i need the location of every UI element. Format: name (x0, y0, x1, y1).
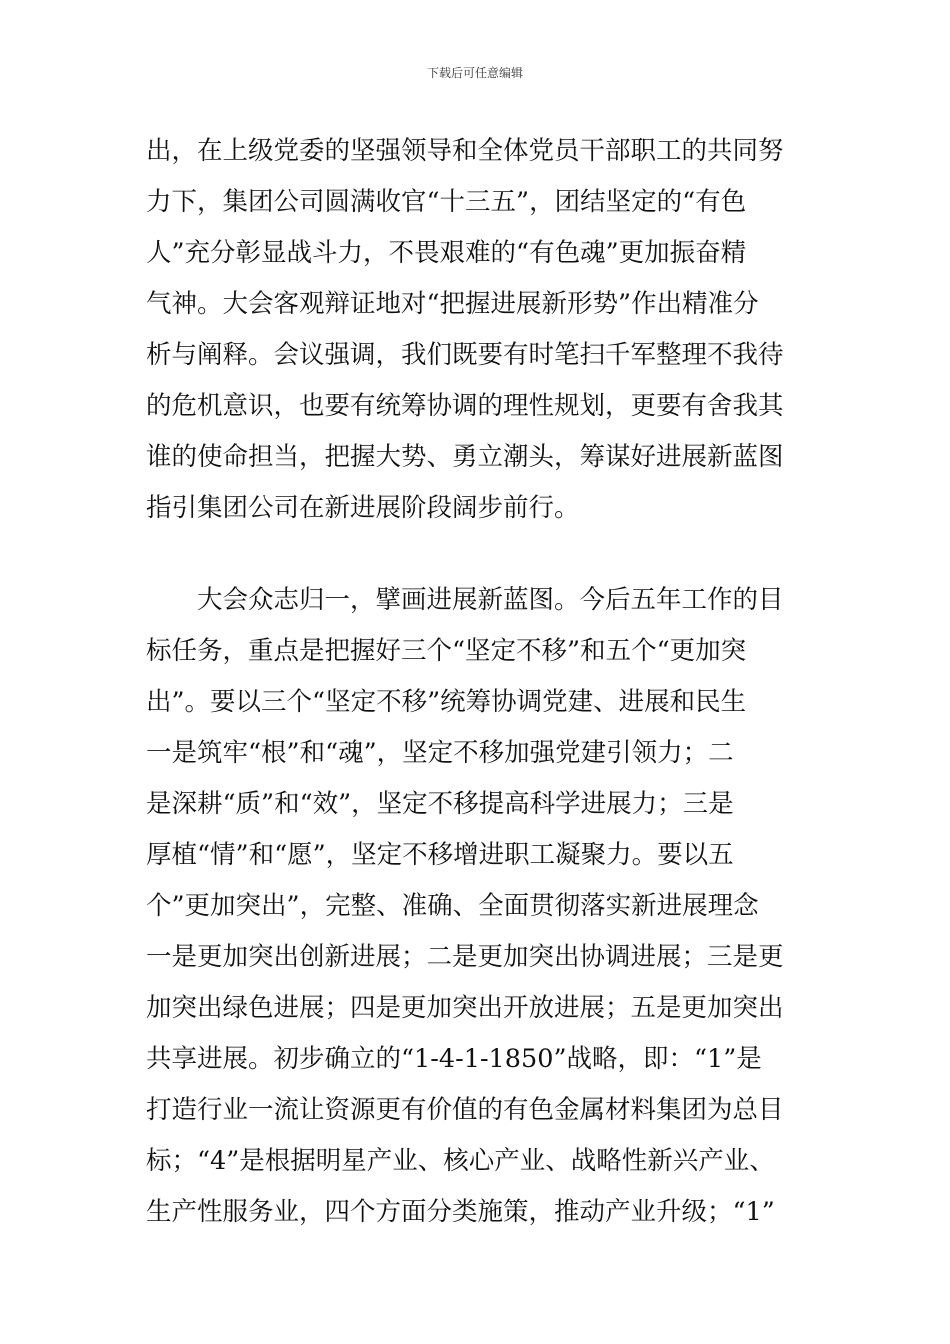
paragraph-line: 生产性服务业，四个方面分类施策，推动产业升级；“1” (146, 1197, 775, 1227)
paragraph-line: 谁的使命担当，把握大势、勇立潮头，筹谋好进展新蓝图 (146, 442, 784, 472)
paragraph-line: 打造行业一流让资源更有价值的有色金属材料集团为总目 (146, 1095, 784, 1125)
paragraph-2 (146, 575, 806, 1238)
paragraph-line: 指引集团公司在新进展阶段阔步前行。 (146, 493, 580, 523)
paragraph-line: 个”更加突出”，完整、准确、全面贯彻落实新进展理念 (146, 891, 759, 921)
paragraph-line: 出，在上级党委的坚强领导和全体党员干部职工的共同努 (146, 136, 784, 166)
paragraph-line: 大会众志归一，擘画进展新蓝图。今后五年工作的目 (197, 585, 784, 615)
paragraph-line: 标；“4”是根据明星产业、核心产业、战略性新兴产业、 (146, 1146, 775, 1176)
paragraph-line: 析与阐释。会议强调，我们既要有时笔扫千军整理不我待 (146, 340, 784, 370)
paragraph-line: 出”。要以三个“坚定不移”统筹协调党建、进展和民生 (146, 687, 747, 717)
paragraph-line: 一是筑牢“根”和“魂”，坚定不移加强党建引领力；二 (146, 738, 734, 768)
paragraph-line: 一是更加突出创新进展；二是更加突出协调进展；三是更 (146, 942, 784, 972)
page-header: 下载后可任意编辑 (426, 66, 523, 80)
paragraph-line: 人”充分彰显战斗力，不畏艰难的“有色魂”更加振奋精 (146, 238, 747, 268)
paragraph-1 (146, 126, 806, 534)
paragraph-line: 加突出绿色进展；四是更加突出开放进展；五是更加突出 (146, 993, 784, 1023)
paragraph-line: 力下，集团公司圆满收官“十三五”，团结坚定的“有色 (146, 187, 747, 217)
paragraph-line: 气神。大会客观辩证地对“把握进展新形势”作出精准分 (146, 289, 759, 319)
paragraph-line: 是深耕“质”和“效”，坚定不移提高科学进展力；三是 (146, 789, 734, 819)
paragraph-line: 共享进展。初步确立的“1-4-1-1850”战略，即：“1”是 (146, 1044, 762, 1074)
paragraph-line: 厚植“情”和“愿”，坚定不移增进职工凝聚力。要以五 (146, 840, 734, 870)
paragraph-line: 标任务，重点是把握好三个“坚定不移”和五个“更加突 (146, 636, 747, 666)
paragraph-line: 的危机意识，也要有统筹协调的理性规划，更要有舍我其 (146, 391, 784, 421)
